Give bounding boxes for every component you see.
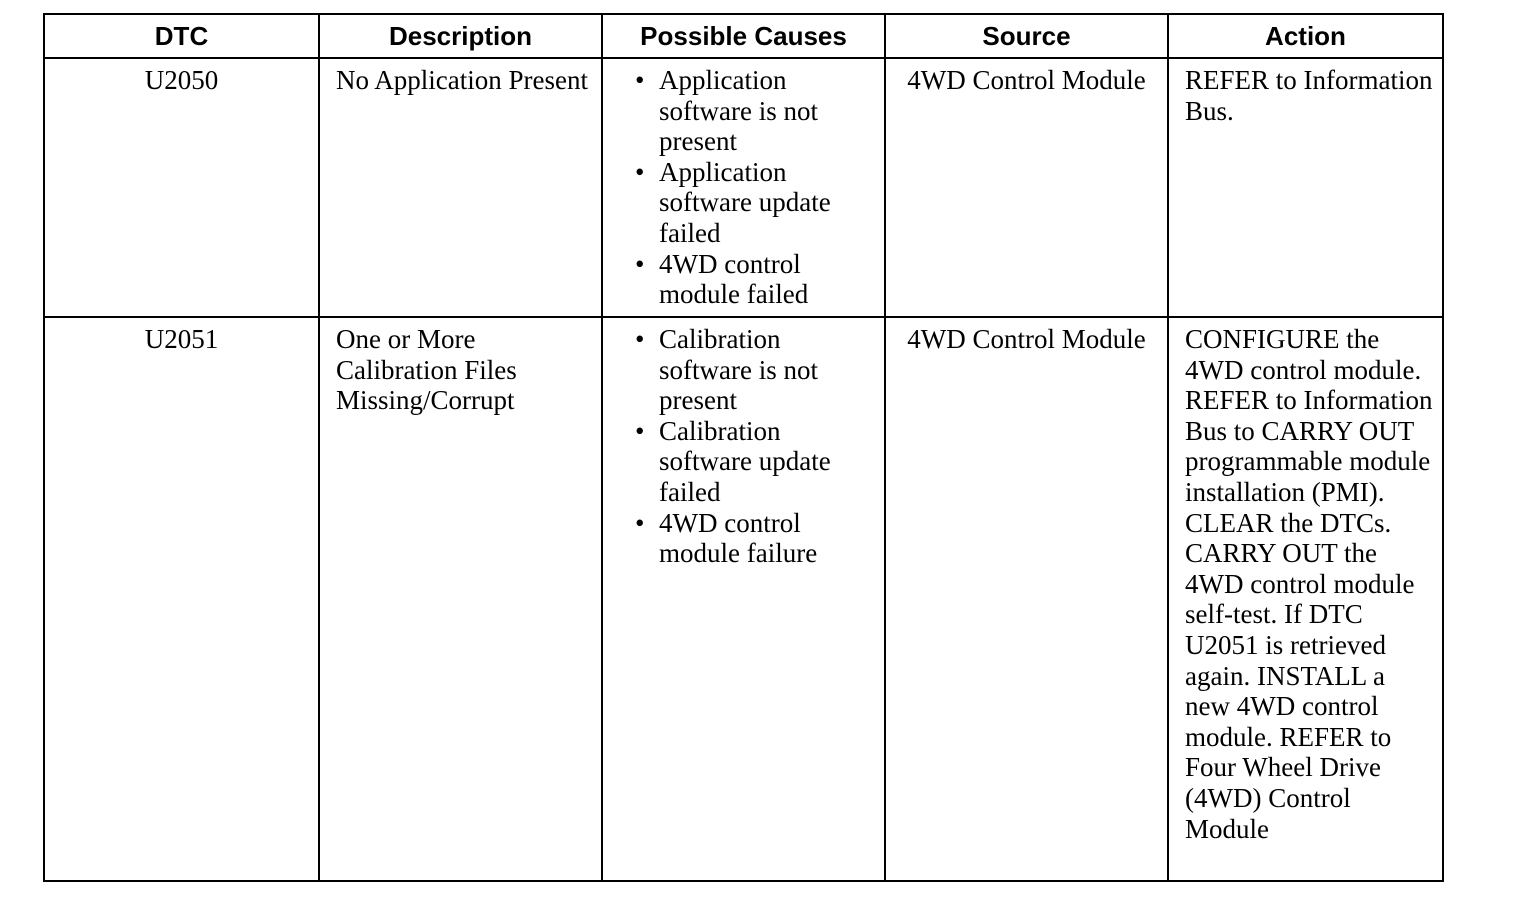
table-row: [44, 58, 1443, 317]
header-description: Description: [319, 14, 602, 58]
action-text: CONFIGURE the 4WD control module. REFER to Information Bus to CARRY OUT programmable module installation (PMI). CLEAR the DTCs. CARRY OUT the 4WD control module self-test. If DTC U2051 is retrieved again. INSTALL a new 4WD control module. REFER to Four Wheel Drive (4WD) Control Module: [1185, 324, 1433, 844]
possible-causes-cell: [602, 58, 885, 317]
header-source: Source: [885, 14, 1168, 58]
cause-item: • 4WD control module failed: [635, 249, 878, 310]
action-cell: [1168, 58, 1443, 317]
header-dtc: DTC: [44, 14, 319, 58]
cause-item: • Application software update failed: [635, 157, 878, 249]
table-row: [44, 317, 1443, 881]
cause-item: • 4WD control module failure: [635, 508, 878, 569]
table-header-row: [44, 14, 1443, 58]
cause-item: • Calibration software update failed: [635, 416, 878, 508]
header-possible-causes: Possible Causes: [602, 14, 885, 58]
dtc-code-cell: U2050: [44, 58, 319, 317]
dtc-code-cell: U2051: [44, 317, 319, 881]
header-action: Action: [1168, 14, 1443, 58]
causes-list: [619, 65, 878, 310]
action-text: REFER to Information Bus.: [1185, 65, 1433, 126]
possible-causes-cell: [602, 317, 885, 881]
source-cell: 4WD Control Module: [885, 58, 1168, 317]
dtc-table: [43, 13, 1444, 882]
description-cell: One or More Calibration Files Missing/Corrupt: [319, 317, 602, 881]
source-cell: 4WD Control Module: [885, 317, 1168, 881]
causes-list: [619, 324, 878, 569]
action-cell: [1168, 317, 1443, 881]
description-cell: No Application Present: [319, 58, 602, 317]
cause-item: • Application software is not present: [635, 65, 878, 157]
cause-item: • Calibration software is not present: [635, 324, 878, 416]
